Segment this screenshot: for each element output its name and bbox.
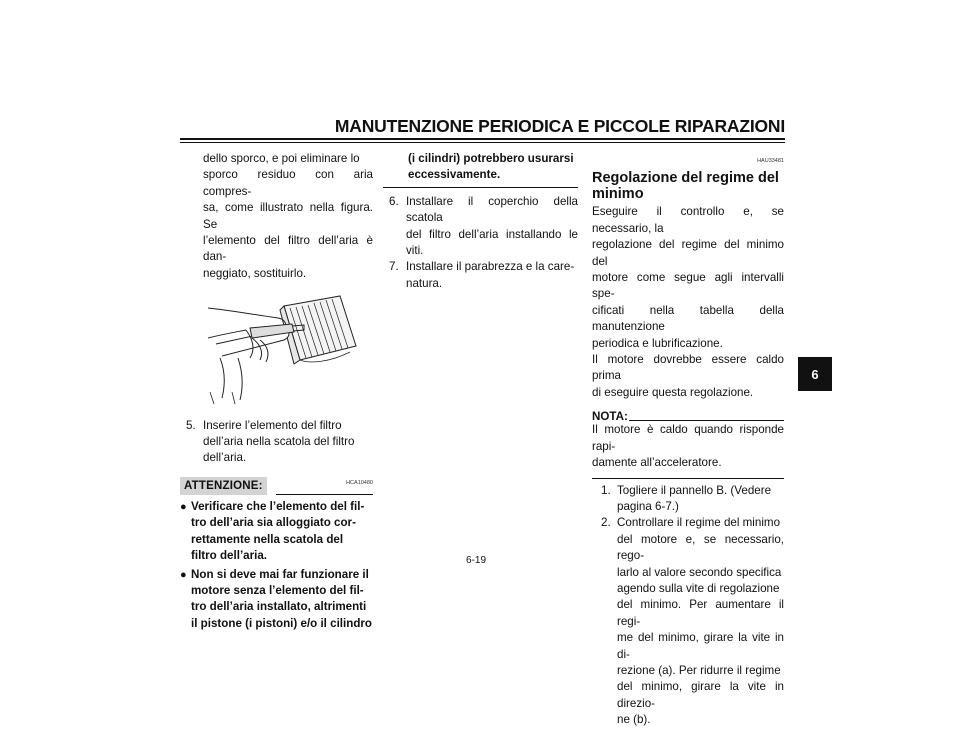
paragraph-2 bbox=[592, 352, 784, 401]
para-line: regolazione del regime del minimo del bbox=[592, 238, 784, 268]
step-number: 5. bbox=[186, 418, 196, 432]
step-line: Installare il parabrezza e la care- bbox=[406, 260, 575, 274]
note-label: NOTA: bbox=[592, 410, 628, 424]
warning-bullet bbox=[180, 567, 373, 633]
warning-line: eccessivamente. bbox=[408, 168, 501, 182]
warning-label: ATTENZIONE: bbox=[180, 477, 267, 495]
para-line: Eseguire il controllo e, se necessario, la bbox=[592, 205, 784, 235]
para-line: cificati nella tabella della manutenzione bbox=[592, 303, 784, 334]
note-text bbox=[592, 422, 784, 471]
bullet-line: tro dell’aria sia alloggiato cor- bbox=[191, 516, 356, 530]
para-line: Il motore dovrebbe essere caldo prima bbox=[592, 353, 784, 383]
step-line: rezione (a). Per ridurre il regime bbox=[617, 663, 781, 677]
step-line: dell’aria nella scatola del filtro bbox=[203, 435, 355, 449]
intro-paragraph bbox=[180, 151, 373, 282]
step-2 bbox=[592, 515, 784, 728]
intro-line: sporco residuo con aria compres- bbox=[203, 168, 373, 198]
step-5 bbox=[180, 418, 373, 467]
bullet-line: filtro dell’aria. bbox=[191, 549, 268, 563]
bullet-line: rettamente nella scatola del bbox=[191, 532, 344, 546]
step-line: Controllare il regime del minimo bbox=[617, 516, 781, 530]
note-heading bbox=[592, 409, 784, 422]
note-end-rule bbox=[592, 478, 784, 479]
bullet-line: motore senza l’elemento del fil- bbox=[191, 583, 364, 597]
intro-line: l’elemento del filtro dell’aria è dan- bbox=[203, 234, 373, 264]
bullet-line: Verificare che l’elemento del fil- bbox=[191, 499, 365, 513]
page-number: 6-19 bbox=[466, 555, 487, 566]
step-1 bbox=[592, 483, 784, 516]
step-line: del filtro dell’aria installando le viti. bbox=[406, 227, 578, 258]
para-line: motore come segue agli intervalli spe- bbox=[592, 271, 784, 301]
chapter-tab: 6 bbox=[798, 357, 832, 391]
step-number: 6. bbox=[389, 194, 399, 208]
section-title-line: minimo bbox=[592, 186, 644, 203]
intro-line: dello sporco, e poi eliminare lo bbox=[203, 152, 360, 165]
step-number: 1. bbox=[601, 483, 611, 497]
section-code: HAU33481 bbox=[757, 158, 784, 164]
warning-bullet bbox=[180, 499, 373, 565]
warning-rule bbox=[276, 494, 373, 495]
step-line: del motore e, se necessario, rego- bbox=[617, 532, 784, 563]
paragraph-1 bbox=[592, 204, 784, 352]
step-line: pagina 6-7.) bbox=[617, 499, 679, 513]
warning-code: HCA10480 bbox=[346, 479, 373, 486]
bullet-dot-icon: ● bbox=[180, 500, 187, 513]
section-title-line: Regolazione del regime del bbox=[592, 170, 779, 187]
warning-line: (i cilindri) potrebbero usurarsi bbox=[408, 152, 574, 165]
column-left bbox=[180, 151, 373, 632]
step-number: 7. bbox=[389, 260, 399, 274]
step-line: me del minimo, girare la vite in di- bbox=[617, 631, 784, 661]
para-line: di eseguire questa regolazione. bbox=[592, 385, 754, 399]
note-line: damente all’acceleratore. bbox=[592, 456, 722, 470]
bullet-line: il pistone (i pistoni) e/o il cilindro bbox=[191, 616, 372, 630]
warning-end-rule bbox=[383, 187, 578, 188]
intro-line: sa, come illustrato nella figura. Se bbox=[203, 201, 373, 231]
warning-heading bbox=[180, 475, 373, 497]
column-middle bbox=[383, 151, 578, 292]
page-header-title: MANUTENZIONE PERIODICA E PICCOLE RIPARAZIONI bbox=[334, 116, 785, 136]
step-line: dell’aria. bbox=[203, 451, 247, 465]
bullet-line: tro dell’aria installato, altrimenti bbox=[191, 600, 367, 614]
step-6 bbox=[383, 194, 578, 260]
section-title bbox=[592, 170, 784, 202]
bullet-dot-icon: ● bbox=[180, 568, 187, 581]
bullet-line: Non si deve mai far funzionare il bbox=[191, 567, 369, 581]
step-line: Togliere il pannello B. (Vedere bbox=[617, 483, 772, 497]
step-number: 2. bbox=[601, 516, 611, 530]
step-7 bbox=[383, 259, 578, 292]
header-rule-thin bbox=[180, 142, 785, 143]
step-line: agendo sulla vite di regolazione bbox=[617, 581, 780, 595]
para-line: periodica e lubrificazione. bbox=[592, 336, 723, 350]
step-line: Installare il coperchio della scatola bbox=[406, 194, 578, 225]
header-rule bbox=[180, 138, 785, 140]
air-filter-cleaning-illustration bbox=[180, 288, 373, 404]
column-right bbox=[592, 151, 784, 729]
intro-line: neggiato, sostituirlo. bbox=[203, 266, 307, 280]
step-line: ne (b). bbox=[617, 713, 651, 727]
step-line: larlo al valore secondo specifica bbox=[617, 565, 782, 579]
warning-continuation bbox=[383, 151, 578, 184]
step-line: natura. bbox=[406, 276, 443, 290]
step-line: del minimo. Per aumentare il regi- bbox=[617, 598, 784, 628]
note-rule bbox=[629, 420, 784, 421]
step-line: Inserire l’elemento del filtro bbox=[203, 418, 342, 432]
step-line: del minimo, girare la vite in direzio- bbox=[617, 680, 784, 710]
note-line: Il motore è caldo quando risponde rapi- bbox=[592, 423, 784, 453]
